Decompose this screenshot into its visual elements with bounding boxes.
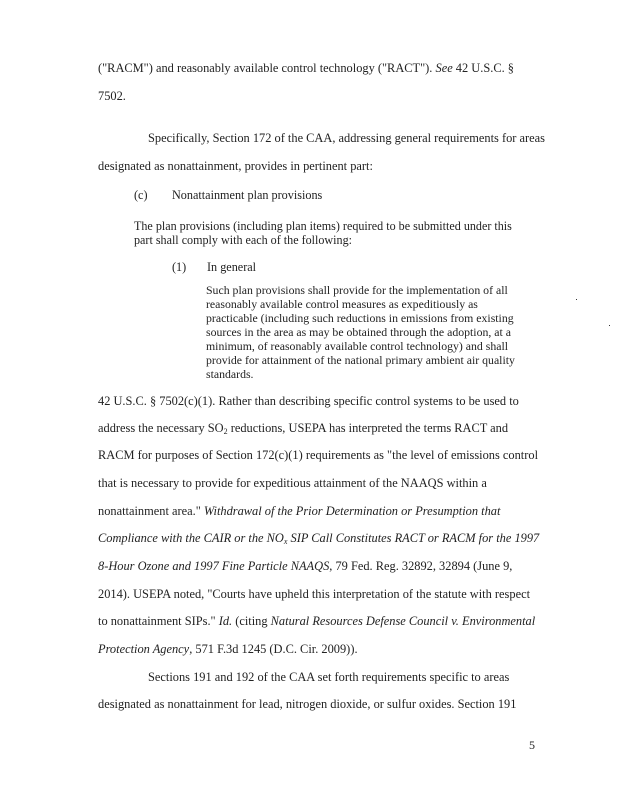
body-line (98, 504, 500, 518)
subscript: 2 (223, 427, 228, 436)
statute-quote-line: Such plan provisions shall provide for the implementation of all (206, 283, 508, 297)
text: , 79 Fed. Reg. 32892, 32894 (June 9, (329, 559, 513, 573)
subsection-label: (c) (134, 188, 148, 202)
statute-lead-line: part shall comply with each of the following: (134, 233, 352, 247)
statute-quote-line: provide for attainment of the national primary ambient air quality (206, 353, 515, 367)
body-line (98, 531, 539, 549)
statute-quote-line: standards. (206, 367, 254, 381)
subscript: x (283, 537, 288, 546)
text: reductions, USEPA has interpreted the terms RACT and (227, 421, 509, 435)
intro-line: Specifically, Section 172 of the CAA, addressing general requirements for areas (148, 131, 545, 145)
item-label: (1) (172, 260, 187, 274)
text: SIP Call Constitutes RACT or RACM for the 1997 (287, 531, 540, 545)
statute-quote-line: sources in the area as may be obtained through the adoption, at a (206, 325, 511, 339)
body-line: 2014). USEPA noted, "Courts have upheld this interpretation of the statute with respect (98, 587, 531, 601)
statute-lead-line: The plan provisions (including plan items) required to be submitted under this (134, 219, 512, 233)
text: ("RACM") and reasonably available control technology ("RACT"). (98, 61, 436, 75)
citation-signal: See (435, 61, 453, 75)
text: to nonattainment SIPs." (98, 614, 219, 628)
body-line (98, 421, 508, 439)
paragraph-line: 7502. (98, 89, 126, 103)
text: address the necessary SO (98, 421, 224, 435)
statute-quote-line: reasonably available control measures as expeditiously as (206, 297, 478, 311)
text: nonattainment area." (98, 504, 204, 518)
text: (citing (232, 614, 271, 628)
scan-artifact (576, 299, 577, 300)
case-title: 8-Hour Ozone and 1997 Fine Particle NAAQS (98, 559, 330, 573)
paragraph-line (98, 61, 514, 75)
item-title: In general (207, 260, 257, 274)
body-line: that is necessary to provide for expeditious attainment of the NAAQS within a (98, 476, 487, 490)
page-number: 5 (529, 738, 535, 752)
case-title: Withdrawal of the Prior Determination or Presumption that (203, 504, 501, 518)
citation-text: 42 U.S.C. § (452, 61, 514, 75)
body-line: Sections 191 and 192 of the CAA set forth requirements specific to areas (148, 670, 510, 684)
body-line (98, 614, 535, 628)
body-line: designated as nonattainment for lead, nitrogen dioxide, or sulfur oxides. Section 191 (98, 697, 517, 711)
intro-line: designated as nonattainment, provides in pertinent part: (98, 159, 373, 173)
text: Compliance with the CAIR or the NO (98, 531, 284, 545)
case-title: Natural Resources Defense Council v. Environmental (270, 614, 536, 628)
statute-quote-line: practicable (including such reductions in emissions from existing (206, 311, 514, 325)
scan-artifact (609, 325, 610, 326)
statute-quote-line: minimum, of reasonably available control technology) and shall (206, 339, 509, 353)
body-line (98, 559, 512, 573)
citation-signal: Id. (218, 614, 233, 628)
case-title: Protection Agency (98, 642, 190, 656)
body-line (98, 642, 358, 656)
subsection-title: Nonattainment plan provisions (172, 188, 323, 202)
body-line: RACM for purposes of Section 172(c)(1) requirements as "the level of emissions control (98, 448, 539, 462)
text: , 571 F.3d 1245 (D.C. Cir. 2009)). (189, 642, 358, 656)
case-title (98, 531, 539, 545)
body-line: 42 U.S.C. § 7502(c)(1). Rather than describing specific control systems to be used to (98, 394, 519, 408)
